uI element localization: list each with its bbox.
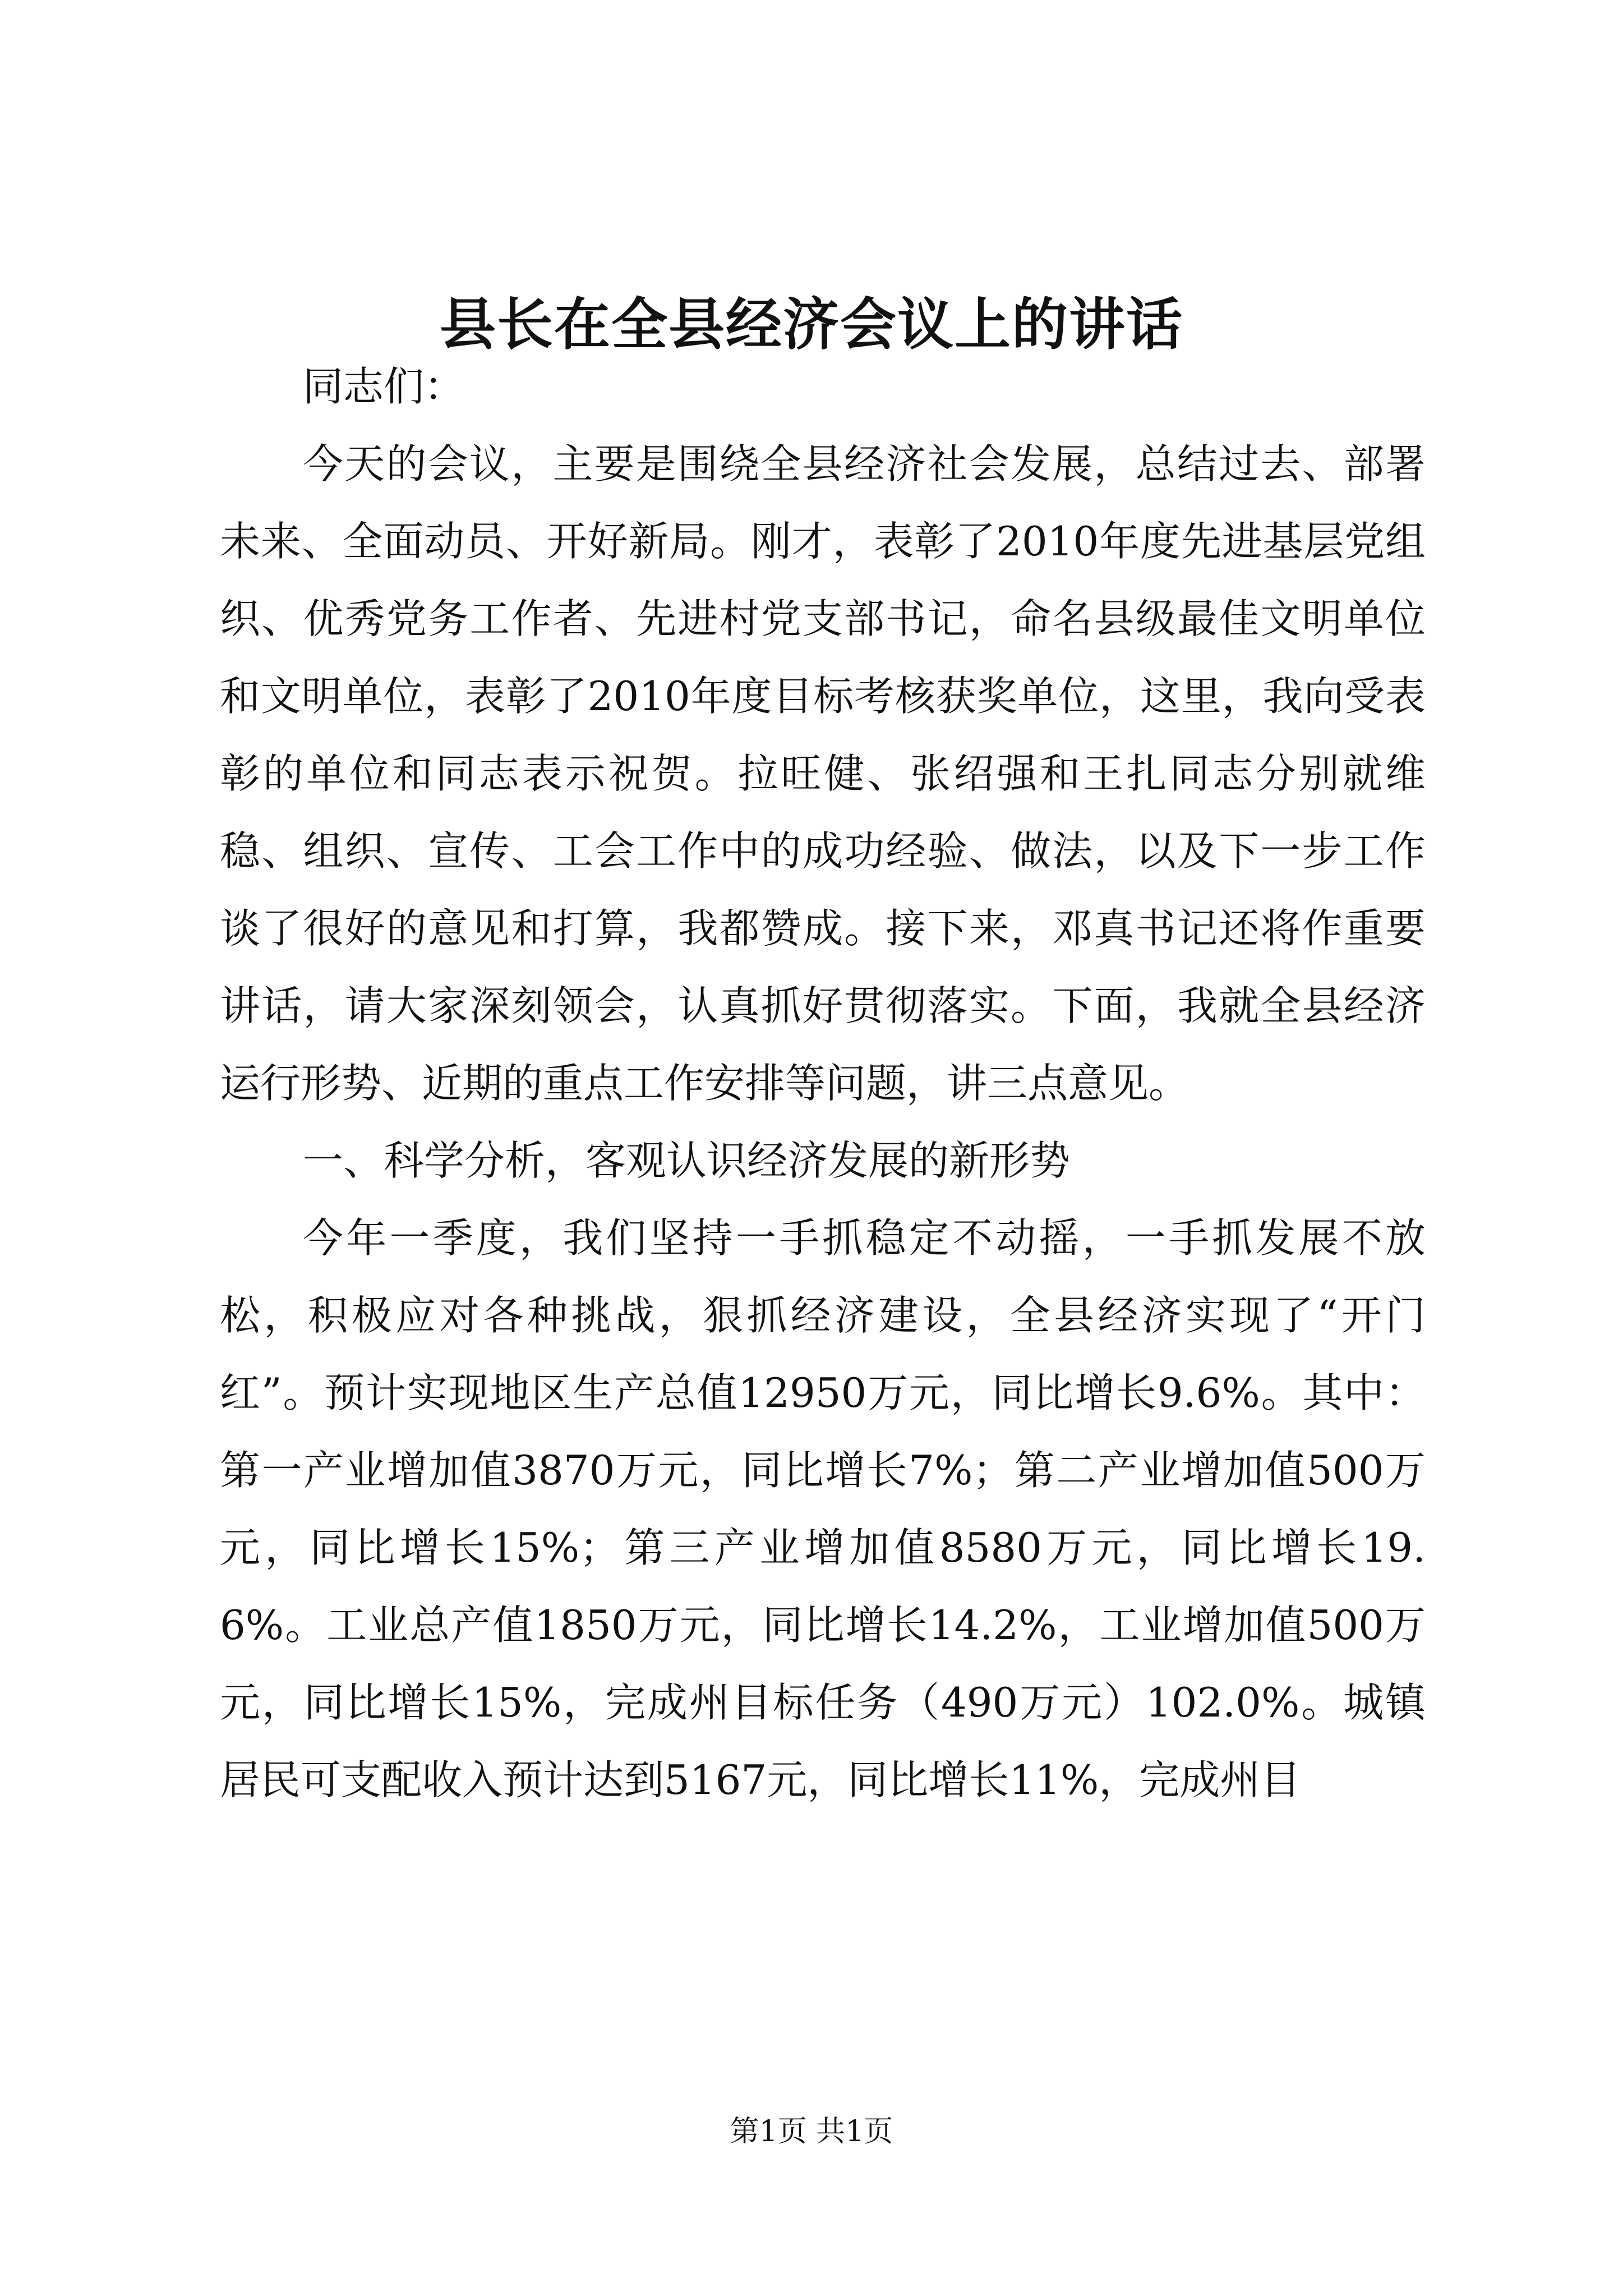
economic-data-paragraph: 今年一季度，我们坚持一手抓稳定不动摇，一手抓发展不放松，积极应对各种挑战，狠抓经济建设，全县经济实现了“开门红”。预计实现地区生产总值12950万元，同比增长9.6%。其中：第一产业增加值3870万元，同比增长7%；第二产业增加值500万元，同比增长15%；第三产业增加值8580万元，同比增长19.6%。工业总产值1850万元，同比增长14.2%，工业增加值500万元，同比增长15%，完成州目标任务（490万元）102.0%。城镇居民可支配收入预计达到5167元，同比增长11%，完成州目	[220, 1214, 1426, 1803]
document-body	[220, 348, 1426, 1819]
page-number-footer: 第1页 共1页	[730, 2115, 893, 2148]
document-title: 县长在全县经济会议上的讲话	[440, 291, 1183, 357]
section-heading-paragraph: 一、科学分析，客观认识经济发展的新形势	[303, 1137, 1071, 1184]
salutation-paragraph: 同志们：	[303, 363, 465, 410]
intro-paragraph: 今天的会议，主要是围绕全县经济社会发展，总结过去、部署未来、全面动员、开好新局。刚才，表彰了2010年度先进基层党组织、优秀党务工作者、先进村党支部书记，命名县级最佳文明单位和文明单位，表彰了2010年度目标考核获奖单位，这里，我向受表彰的单位和同志表示祝贺。拉旺健、张绍强和王扎同志分别就维稳、组织、宣传、工会工作中的成功经验、做法，以及下一步工作谈了很好的意见和打算，我都赞成。接下来，邓真书记还将作重要讲话，请大家深刻领会，认真抓好贯彻落实。下面，我就全县经济运行形势、近期的重点工作安排等问题，讲三点意见。	[220, 440, 1426, 1107]
